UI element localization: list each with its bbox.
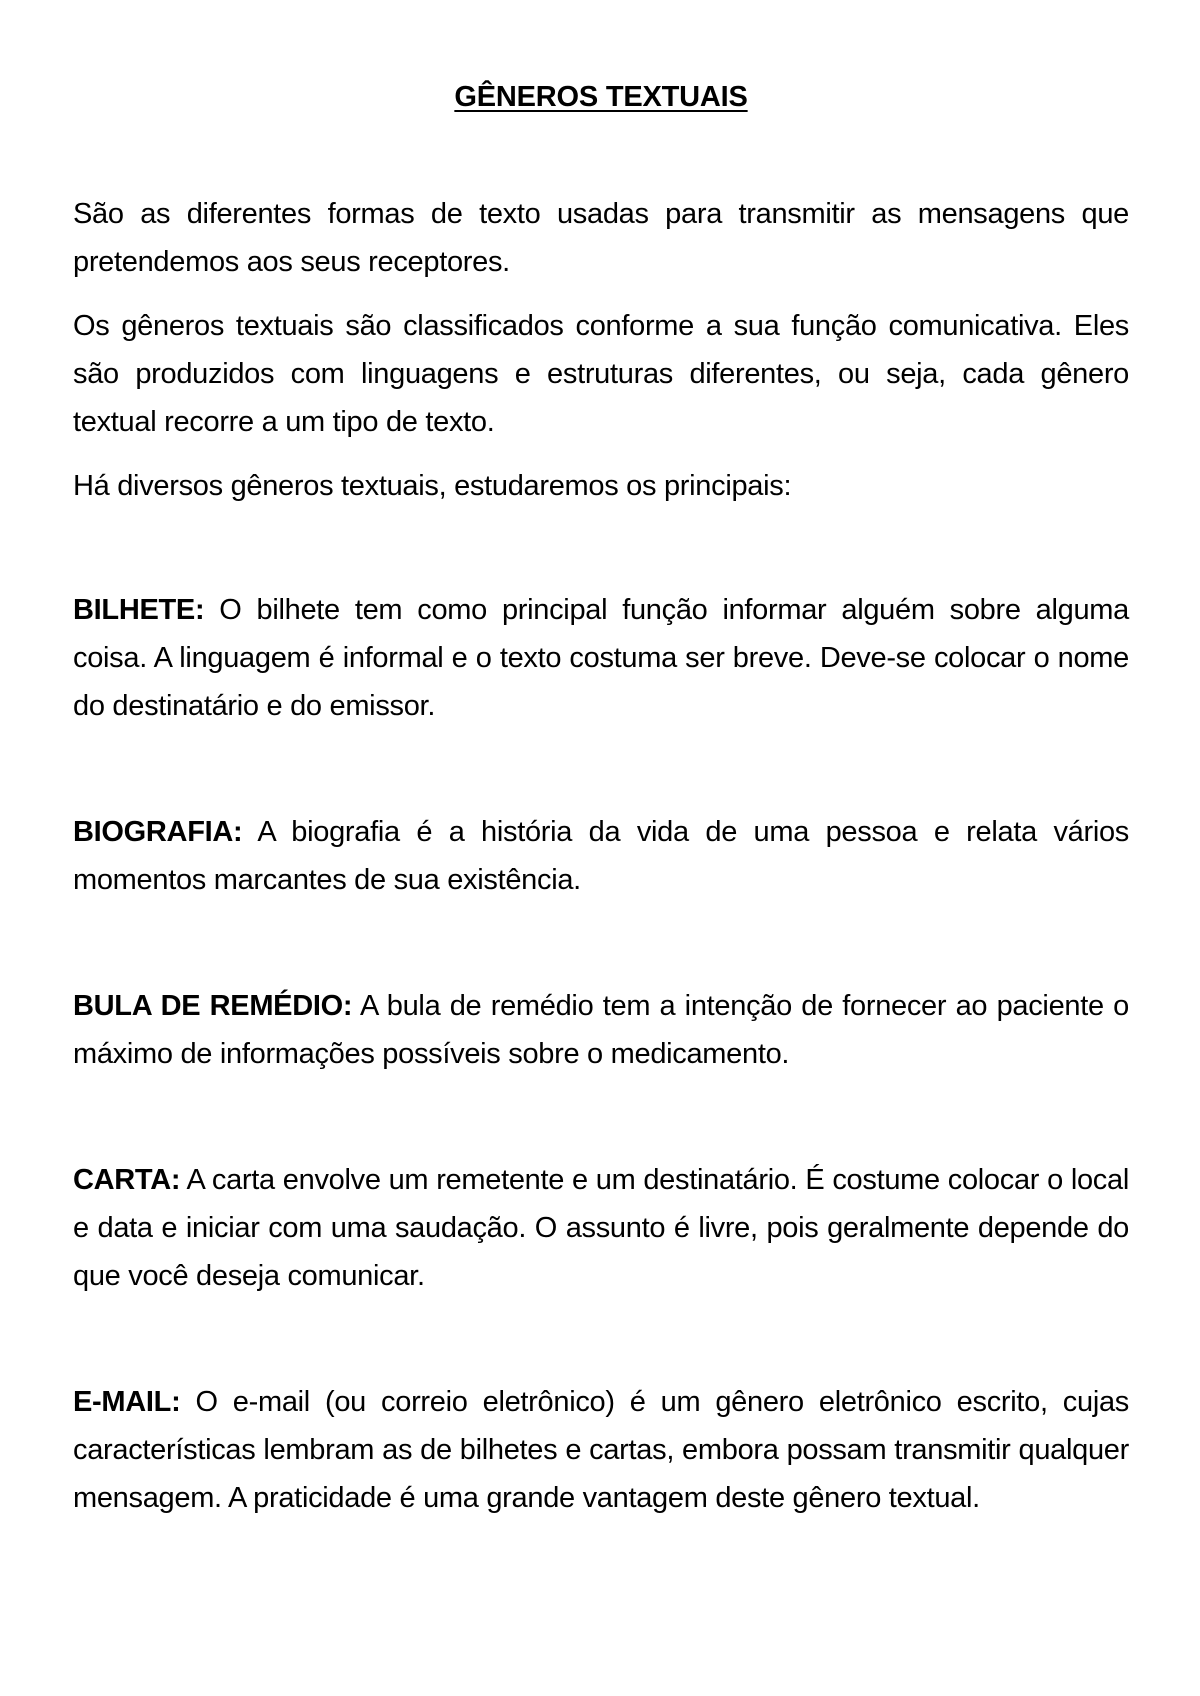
genre-description: A carta envolve um remetente e um destinatário. É costume colocar o local e data e iniciar com uma saudação. O assunto é livre, pois geralmente depende do que você deseja comunicar. <box>73 1164 1129 1292</box>
intro-paragraph: Há diversos gêneros textuais, estudaremos os principais: <box>73 470 792 502</box>
genre-bula-de-remedio <box>73 982 1129 1078</box>
genre-carta <box>73 1156 1129 1300</box>
genre-biografia <box>73 808 1129 904</box>
genre-term: E-MAIL: <box>73 1386 181 1418</box>
genre-description: A biografia é a história da vida de uma pessoa e relata vários momentos marcantes de sua existência. <box>73 816 1129 896</box>
genre-term: BULA DE REMÉDIO: <box>73 990 353 1022</box>
genre-description: O bilhete tem como principal função informar alguém sobre alguma coisa. A linguagem é informal e o texto costuma ser breve. Deve-se colocar o nome do destinatário e do emissor. <box>73 594 1129 722</box>
genre-term: BILHETE: <box>73 594 205 626</box>
genre-description: A bula de remédio tem a intenção de fornecer ao paciente o máximo de informações possíveis sobre o medicamento. <box>73 990 1129 1070</box>
genre-email <box>73 1378 1129 1522</box>
page-title: GÊNEROS TEXTUAIS <box>454 81 748 113</box>
genre-term: BIOGRAFIA: <box>73 816 243 848</box>
genre-description: O e-mail (ou correio eletrônico) é um gênero eletrônico escrito, cujas características lembram as de bilhetes e cartas, embora possam transmitir qualquer mensagem. A praticidade é uma grande vantagem deste gênero textual. <box>73 1386 1129 1514</box>
intro-section <box>73 190 1129 510</box>
genre-bilhete <box>73 586 1129 730</box>
genre-term: CARTA: <box>73 1164 181 1196</box>
genres-list <box>73 586 1129 1522</box>
intro-paragraph: São as diferentes formas de texto usadas para transmitir as mensagens que pretendemos aos seus receptores. <box>73 198 1129 278</box>
intro-paragraph: Os gêneros textuais são classificados conforme a sua função comunicativa. Eles são produzidos com linguagens e estruturas diferentes, ou seja, cada gênero textual recorre a um tipo de texto. <box>73 310 1129 438</box>
